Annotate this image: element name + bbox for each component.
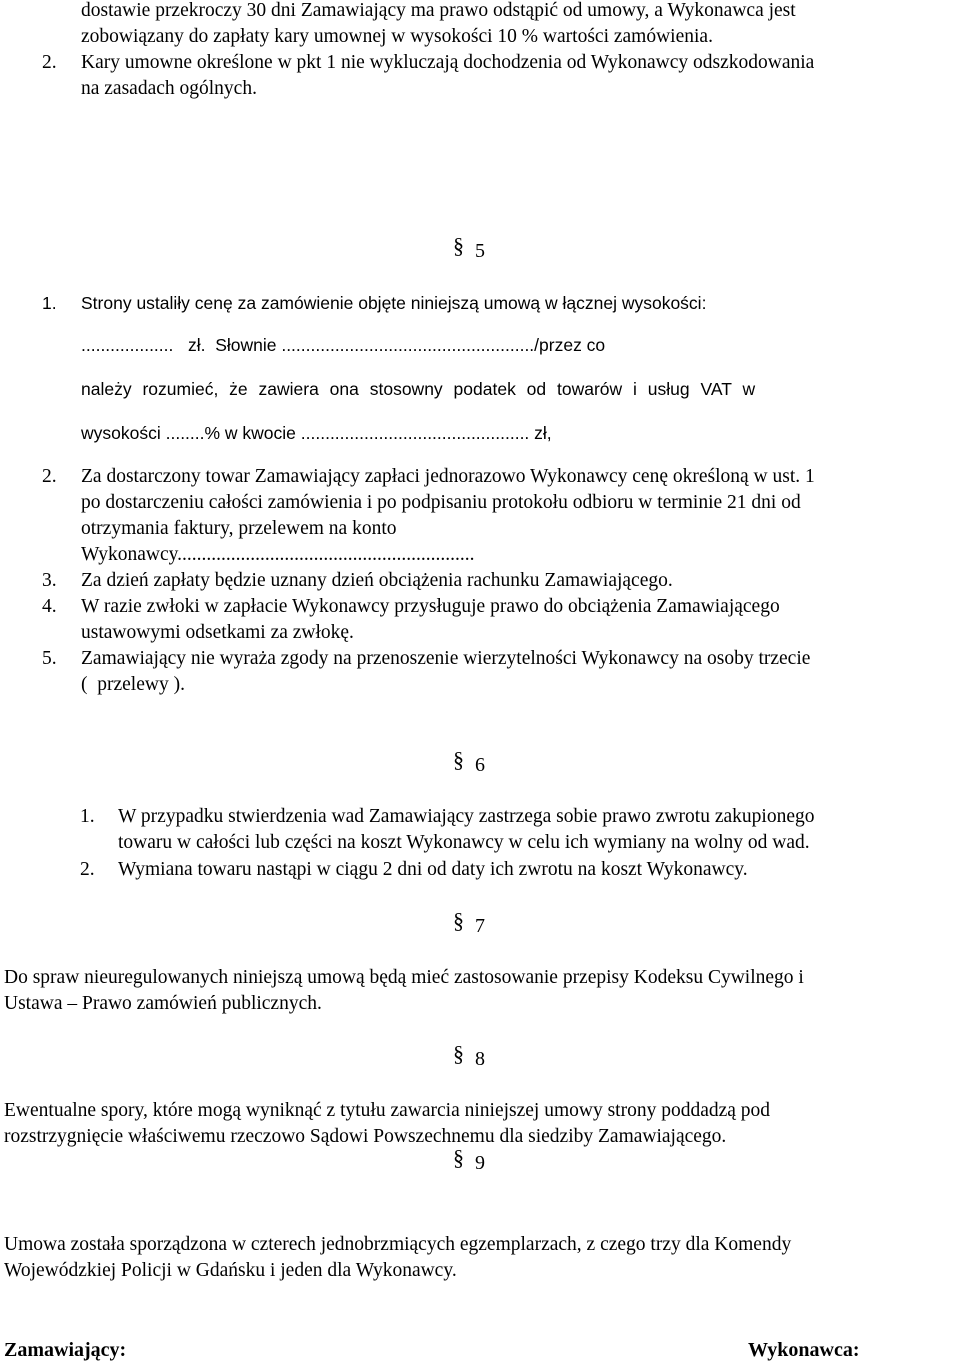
sec5-item4-number: 4. [42, 596, 57, 617]
sec5-item5-number: 5. [42, 648, 57, 669]
sec6-item2-number: 2. [80, 859, 95, 880]
sec5-item1-line-1: Strony ustaliły cenę za zamówienie objęte niniejszą umową w łącznej wysokości: [81, 293, 707, 313]
section-number: 7 [475, 915, 485, 937]
sec5-item2-line-3: otrzymania faktury, przelewem na konto [81, 518, 397, 539]
sec6-item1-line-2: towaru w całości lub części na koszt Wykonawcy w celu ich wymiany na wolny od wad. [118, 832, 810, 853]
sec8-line-1: Ewentualne spory, które mogą wyniknąć z tytułu zawarcia niniejszej umowy strony poddadzą pod [4, 1100, 771, 1121]
sec7-line-2: Ustawa – Prawo zamówień publicznych. [4, 993, 322, 1014]
section-symbol: § [453, 233, 464, 258]
section-9-heading [0, 1145, 960, 1177]
sec5-item4-line-1: W razie zwłoki w zapłacie Wykonawcy przysługuje prawo do obciążenia Zamawiającego [81, 596, 780, 617]
top-line-2: zobowiązany do zapłaty kary umownej w wysokości 10 % wartości zamówienia. [81, 26, 713, 47]
signature-contractor: Wykonawca: [748, 1339, 860, 1361]
sec8-line-2: rozstrzygnięcie właściwemu rzeczowo Sądowi Powszechnemu dla siedziby Zamawiającego. [4, 1126, 727, 1147]
section-8-heading [0, 1041, 960, 1073]
section-number: 5 [475, 240, 485, 262]
sec5-item2-line-4: Wykonawcy............................................................. [81, 544, 475, 565]
sec9-line-1: Umowa została sporządzona w czterech jednobrzmiących egzemplarzach, z czego trzy dla Komendy [4, 1234, 792, 1255]
top-item2-line-1: Kary umowne określone w pkt 1 nie wykluczają dochodzenia od Wykonawcy odszkodowania [81, 52, 815, 73]
sec6-item1-number: 1. [80, 806, 95, 827]
sec5-item1-line-3: należy rozumieć, że zawiera ona stosowny podatek od towarów i usług VAT w [81, 379, 756, 399]
section-number: 8 [475, 1048, 485, 1070]
sec5-item1-line-2: ................... zł. Słownie ..................................................../przez co [81, 335, 606, 355]
sec5-item1-line-4: wysokości ........% w kwocie ............................................... zł, [81, 423, 552, 443]
top-item2-number: 2. [42, 52, 57, 73]
section-symbol: § [453, 747, 464, 772]
section-6-heading [0, 747, 960, 779]
section-symbol: § [453, 1041, 464, 1066]
sec5-item2-line-1: Za dostarczony towar Zamawiający zapłaci jednorazowo Wykonawcy cenę określoną w ust. 1 [81, 466, 815, 487]
sec5-item3-line-1: Za dzień zapłaty będzie uznany dzień obciążenia rachunku Zamawiającego. [81, 570, 673, 591]
sec7-line-1: Do spraw nieuregulowanych niniejszą umową będą mieć zastosowanie przepisy Kodeksu Cywilnego i [4, 967, 804, 988]
top-item2-line-2: na zasadach ogólnych. [81, 78, 257, 99]
section-number: 6 [475, 754, 485, 776]
sec6-item1-line-1: W przypadku stwierdzenia wad Zamawiający zastrzega sobie prawo zwrotu zakupionego [118, 806, 815, 827]
sec5-item3-number: 3. [42, 570, 57, 591]
section-5-heading [0, 233, 960, 265]
section-7-heading [0, 908, 960, 940]
section-symbol: § [453, 908, 464, 933]
sec5-item5-line-2: ( przelewy ). [81, 674, 185, 695]
sec5-item2-line-2: po dostarczeniu całości zamówienia i po podpisaniu protokołu odbioru w terminie 21 dni od [81, 492, 801, 513]
sec9-line-2: Wojewódzkiej Policji w Gdańsku i jeden dla Wykonawcy. [4, 1260, 457, 1281]
signature-contracting-authority: Zamawiający: [4, 1339, 127, 1361]
sec5-item2-number: 2. [42, 466, 57, 487]
section-number: 9 [475, 1152, 485, 1174]
sec6-item2-line-1: Wymiana towaru nastąpi w ciągu 2 dni od daty ich zwrotu na koszt Wykonawcy. [118, 859, 748, 880]
sec5-item4-line-2: ustawowymi odsetkami za zwłokę. [81, 622, 354, 643]
top-line-1: dostawie przekroczy 30 dni Zamawiający ma prawo odstąpić od umowy, a Wykonawca jest [81, 0, 796, 21]
sec5-item1-number: 1. [42, 293, 57, 313]
sec5-item5-line-1: Zamawiający nie wyraża zgody na przenoszenie wierzytelności Wykonawcy na osoby trzecie [81, 648, 811, 669]
section-symbol: § [453, 1145, 464, 1170]
